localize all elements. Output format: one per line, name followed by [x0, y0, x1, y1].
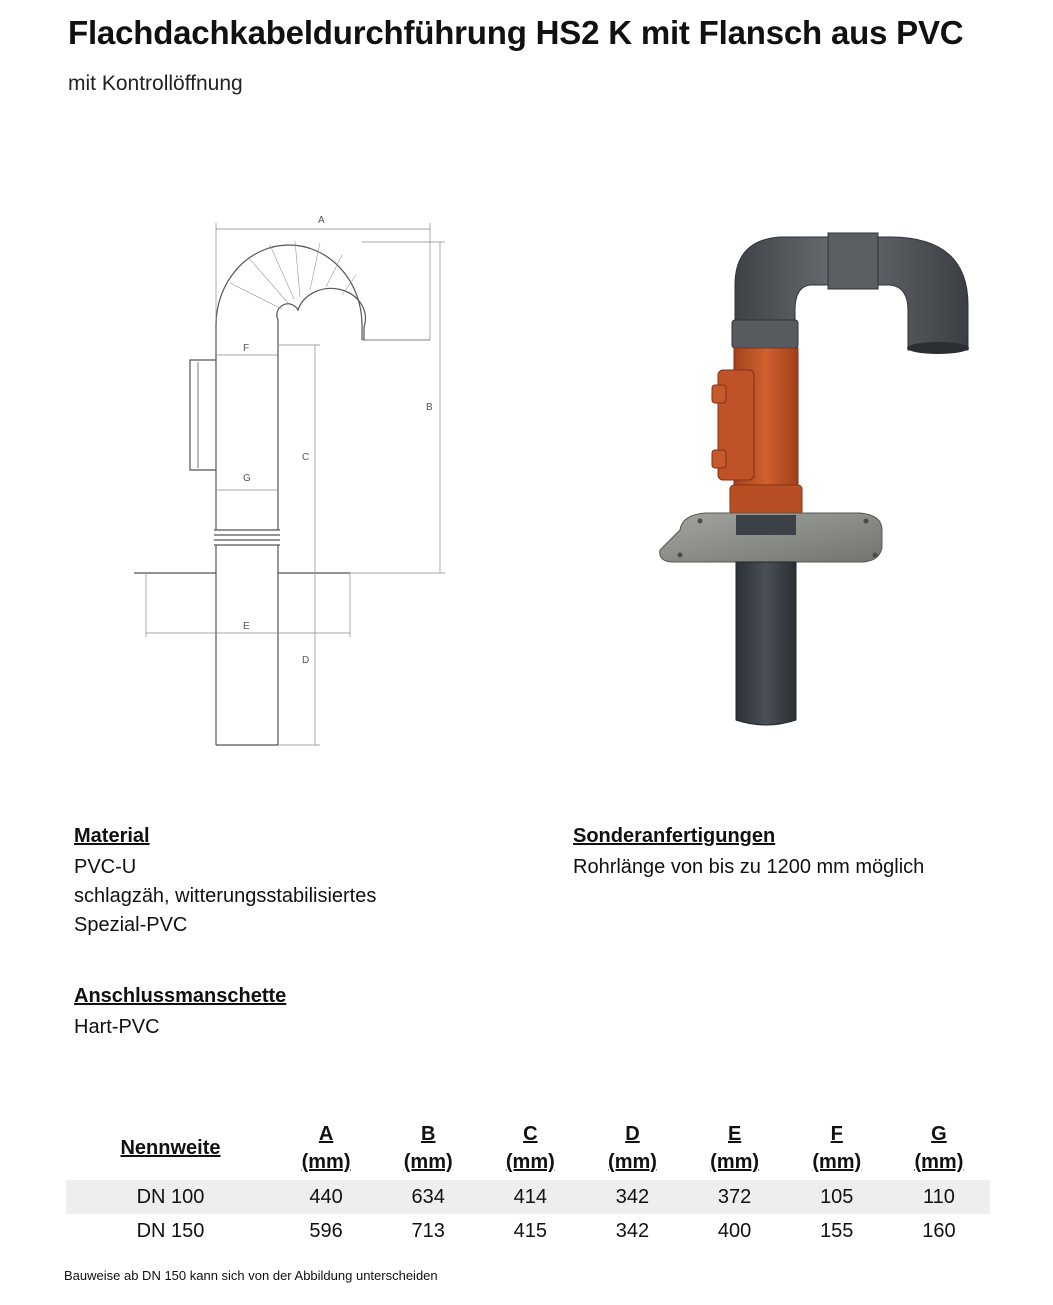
technical-drawing [130, 205, 460, 755]
cell: 110 [888, 1180, 990, 1214]
cell: 372 [684, 1180, 786, 1214]
drawing-label-g: G [243, 473, 251, 484]
header-b: B (mm) [403, 1123, 453, 1173]
drawing-label-b: B [426, 402, 433, 413]
table-header-row [66, 1120, 990, 1180]
header-g: G (mm) [914, 1123, 964, 1173]
drawing-label-f: F [243, 343, 250, 354]
cell: 400 [717, 1219, 752, 1242]
drawing-label-c: C [302, 452, 310, 463]
specs-table [66, 1120, 990, 1248]
footnote: Bauweise ab DN 150 kann sich von der Abbildung unterscheiden [64, 1268, 438, 1283]
table-row [66, 1214, 990, 1248]
cell: 713 [411, 1219, 445, 1242]
drawing-access-box [190, 360, 216, 470]
drawing-arc-outer [216, 245, 362, 345]
header-e: E (mm) [710, 1123, 760, 1173]
cell: 105 [786, 1180, 888, 1214]
sleeve-line-1: Hart-PVC [74, 1016, 160, 1038]
header-a: A (mm) [301, 1123, 351, 1173]
header-f: F (mm) [812, 1123, 862, 1173]
material-heading: Material [74, 825, 150, 847]
photo-pipe-lower [736, 562, 796, 725]
cell: 634 [377, 1180, 479, 1214]
header-c: C (mm) [505, 1123, 555, 1173]
special-section [573, 822, 924, 882]
drawing-label-e: E [243, 621, 250, 632]
material-section [74, 822, 376, 940]
cell: 160 [922, 1219, 956, 1242]
table-row [66, 1180, 990, 1214]
product-photo [650, 225, 980, 735]
drawing-arc-inner [277, 288, 366, 345]
cell: 415 [513, 1219, 548, 1242]
material-line-2: schlagzäh, witterungsstabilisiertes [74, 885, 377, 907]
header-nennweite: Nennweite [120, 1137, 221, 1159]
sleeve-section [74, 982, 286, 1042]
row-name: DN 100 [66, 1180, 275, 1214]
cell: 342 [581, 1180, 683, 1214]
drawing-label-a: A [318, 215, 325, 226]
page-subtitle: mit Kontrollöffnung [68, 72, 243, 95]
header-d: D (mm) [608, 1123, 657, 1173]
special-heading: Sonderanfertigungen [573, 825, 776, 847]
cell: 440 [275, 1180, 377, 1214]
special-line-1: Rohrlänge von bis zu 1200 mm möglich [573, 856, 925, 878]
page-title: Flachdachkabeldurchführung HS2 K mit Flansch aus PVC [68, 14, 964, 51]
material-line-1: PVC-U [74, 856, 137, 878]
cell: 596 [309, 1219, 343, 1242]
row-name: DN 150 [136, 1219, 205, 1242]
cell: 155 [820, 1219, 854, 1242]
drawing-label-d: D [302, 655, 310, 666]
material-line-3: Spezial-PVC [74, 914, 188, 936]
sleeve-heading: Anschlussmanschette [74, 985, 287, 1007]
cell: 342 [615, 1219, 650, 1242]
cell: 414 [479, 1180, 581, 1214]
